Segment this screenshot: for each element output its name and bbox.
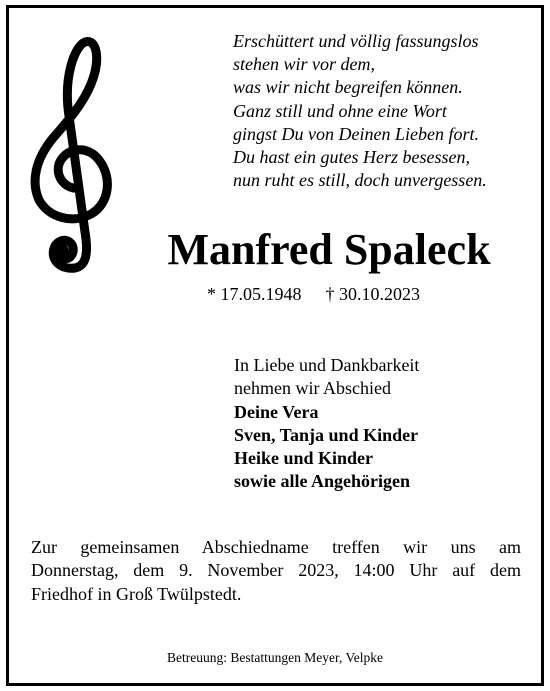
funeral-notice [31,536,521,606]
life-dates [207,282,420,306]
funeral-home-credit: Betreuung: Bestattungen Meyer, Velpke [167,650,383,665]
birth-date: * 17.05.1948 [207,284,302,304]
poem-line: Ganz still und ohne eine Wort [233,100,447,121]
poem-line: gingst Du von Deinen Lieben fort. [233,123,479,144]
mourner-name: Deine Vera [234,401,319,422]
deceased-name: Manfred Spaleck [167,225,491,274]
poem-line: Du hast ein gutes Herz besessen, [233,147,470,168]
notice-line: Zur gemeinsamen Abschiedname treffen wir uns am [31,537,521,557]
mourners-intro: In Liebe und Dankbarkeit [234,355,420,375]
notice-line: Donnerstag, dem 9. November 2023, 14:00 Uhr auf dem [31,560,521,581]
notice-line: Friedhof in Groß Twülpstedt. [31,583,242,604]
mourner-name: sowie alle Angehörigen [234,471,410,492]
poem-line: stehen wir vor dem, [233,54,375,75]
obituary-card [6,5,544,686]
mourners-intro: nehmen wir Abschied [234,378,391,399]
death-date: † 30.10.2023 [325,284,420,304]
poem [233,30,523,192]
poem-line: was wir nicht begreifen können. [233,77,463,98]
mourners-block [234,354,419,494]
mourner-name: Sven, Tanja und Kinder [234,424,419,445]
poem-line: nun ruht es still, doch unvergessen. [233,170,487,191]
poem-line: Erschüttert und völlig fassungslos [233,31,479,51]
mourner-name: Heike und Kinder [234,448,374,469]
